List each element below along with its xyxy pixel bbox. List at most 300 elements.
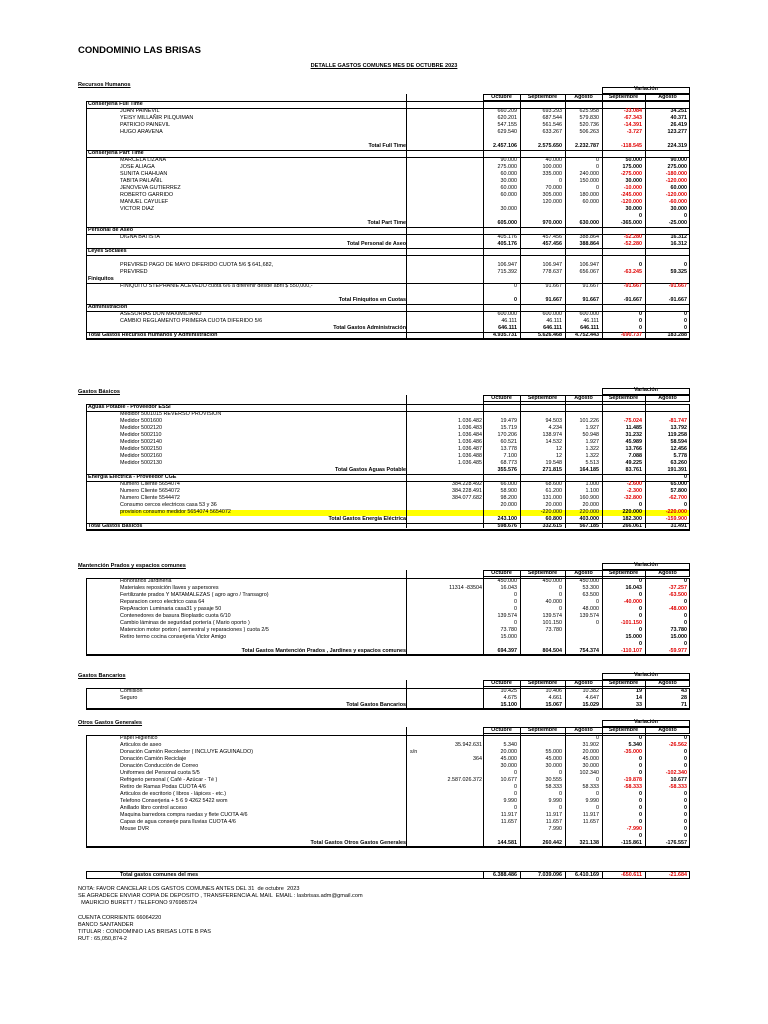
row-rule xyxy=(86,339,690,340)
column-divider xyxy=(406,395,407,528)
variation-agosto: -220.000 xyxy=(665,509,687,515)
column-divider xyxy=(520,395,521,528)
amount-ago: 30.000 xyxy=(582,763,599,769)
variation-septiembre: 30.000 xyxy=(625,206,642,212)
grand-total-sep: 7.039.096 xyxy=(538,871,562,878)
variation-agosto: -25.000 xyxy=(668,220,687,226)
variation-septiembre: 49.225 xyxy=(625,460,642,466)
note-line: CUENTA CORRIENTE 66064220 xyxy=(78,914,162,921)
amount-sep: 11.657 xyxy=(545,819,562,825)
variation-agosto: -91.667 xyxy=(668,297,687,303)
subtotal-label: Total Gastos Aguas Potable xyxy=(335,467,406,473)
variation-agosto: 275.000 xyxy=(667,164,687,170)
line-item-label: Fertilizante prados Y MATAMALEZAS ( agro agro / Transagro) xyxy=(120,592,269,598)
subtotal-label: Total Part Time xyxy=(367,220,406,226)
variation-agosto: -176.557 xyxy=(665,840,687,846)
line-item-label: Matencion motor porton ( semestral y reparaciones ) cuota 2/5 xyxy=(120,627,269,633)
variation-septiembre: -101.150 xyxy=(620,620,642,626)
reference-number: 1.036.483 xyxy=(458,425,482,431)
note-line: TITULAR : CONDOMINIO LAS BRISAS LOTE B PAS xyxy=(78,929,211,936)
variation-septiembre: 182.300 xyxy=(622,516,642,522)
variation-septiembre: 33 xyxy=(636,702,642,708)
amount-ago: 11.917 xyxy=(582,812,599,818)
column-divider xyxy=(483,680,484,708)
variation-septiembre: -245.000 xyxy=(620,192,642,198)
amount-sep: 45.000 xyxy=(545,756,562,762)
line-item-label: Uniformes del Personal cuota 5/5 xyxy=(120,770,200,776)
amount-sep: 12 xyxy=(556,446,562,452)
variation-agosto: 0 xyxy=(684,620,687,626)
amount-oct: 0 xyxy=(514,606,517,612)
variation-agosto: 191.391 xyxy=(667,467,687,473)
amount-sep: 14.532 xyxy=(545,439,562,445)
column-divider xyxy=(406,727,407,846)
line-item-label: ASESORIAS DON MAXIMILIANO xyxy=(120,311,202,317)
column-header-octubre: Octubre xyxy=(491,727,512,733)
amount-ago: 1.000 xyxy=(585,481,599,487)
amount-sep: 778.637 xyxy=(542,269,562,275)
amount-sep: 4.234 xyxy=(548,425,562,431)
amount-ago: 5.513 xyxy=(585,460,599,466)
column-divider xyxy=(565,395,566,528)
line-item-label: JOSE ALIAGA xyxy=(120,164,155,170)
variation-septiembre: -52.280 xyxy=(623,241,642,247)
amount-oct: 9.990 xyxy=(503,798,517,804)
column-divider xyxy=(406,680,407,708)
amount-sep: 131.000 xyxy=(542,495,562,501)
column-divider xyxy=(645,94,646,339)
variation-septiembre: -7.990 xyxy=(626,826,642,832)
amount-oct: 600.000 xyxy=(497,311,517,317)
variation-agosto: 31.491 xyxy=(670,523,687,529)
subtotal-label: Total Gastos Otros Gastos Generales xyxy=(310,840,406,846)
amount-sep: 335.000 xyxy=(542,171,562,177)
variation-agosto: 30.000 xyxy=(670,206,687,212)
variation-agosto: 0 xyxy=(684,613,687,619)
column-header-var_sep: Septiembre xyxy=(608,570,639,576)
variation-agosto: 0 xyxy=(684,311,687,317)
variation-agosto: -59.977 xyxy=(668,648,687,654)
column-header-var_sep: Septiembre xyxy=(608,680,639,686)
reference-number: 11314 -83504 xyxy=(449,585,482,591)
variation-septiembre: 0 xyxy=(639,756,642,762)
variation-septiembre: 0 xyxy=(639,770,642,776)
amount-ago: 102.340 xyxy=(579,770,599,776)
amount-sep: 260.442 xyxy=(542,840,562,846)
amount-oct: 90.000 xyxy=(500,157,517,163)
variation-agosto: 16.312 xyxy=(670,241,687,247)
line-item-label: MARCELA LIZANA xyxy=(120,157,167,163)
amount-ago: 630.000 xyxy=(579,220,599,226)
amount-sep: 633.267 xyxy=(542,129,562,135)
amount-sep: 0 xyxy=(559,585,562,591)
grand-total-label: Total gastos comunes del mes xyxy=(120,871,199,878)
variation-septiembre: 0 xyxy=(639,311,642,317)
column-divider xyxy=(406,94,407,339)
amount-ago: 31.902 xyxy=(582,742,599,748)
column-divider xyxy=(645,871,646,879)
subtotal-label: Total Gastos Administración xyxy=(333,325,406,331)
subtotal-label: Total Gastos Mantención Prados , Jardines y espacios comunes xyxy=(241,648,406,654)
amount-sep: 600.000 xyxy=(542,311,562,317)
line-item-label: Numero Cliente 5544472 xyxy=(120,495,180,501)
variation-agosto: 58.594 xyxy=(670,439,687,445)
column-header-octubre: Octubre xyxy=(491,395,512,401)
variation-septiembre: 83.761 xyxy=(625,467,642,473)
column-divider xyxy=(645,727,646,846)
variation-agosto: 0 xyxy=(684,756,687,762)
amount-oct: 139.574 xyxy=(497,613,517,619)
amount-oct: 5.340 xyxy=(503,742,517,748)
amount-sep: 646.111 xyxy=(543,325,562,331)
variation-septiembre: 31.232 xyxy=(625,432,642,438)
mantencion-variacion-border xyxy=(602,563,690,570)
amount-oct: 11.917 xyxy=(500,812,517,818)
variation-septiembre: -690.737 xyxy=(620,332,642,338)
line-item-label: Medidor 5002130 xyxy=(120,460,162,466)
subtotal-label: Total Personal de Aseo xyxy=(346,241,406,247)
amount-ago: 2.232.787 xyxy=(575,143,599,149)
variation-septiembre: 0 xyxy=(639,262,642,268)
amount-sep: 20.000 xyxy=(545,502,562,508)
column-header-var_ago: Agosto xyxy=(658,395,677,401)
basicos-header-border xyxy=(483,395,690,402)
reference-number: 1.036.487 xyxy=(458,446,482,452)
column-divider xyxy=(565,94,566,339)
line-item-label: ROBERTO GARRIDO xyxy=(120,192,174,198)
mantencion-header-border xyxy=(483,570,690,577)
amount-sep: 94.503 xyxy=(545,418,562,424)
amount-ago: 388.864 xyxy=(579,241,599,247)
amount-ago: 403.000 xyxy=(579,516,599,522)
rrhh-section-title: Recursos Humanos xyxy=(78,82,131,88)
variation-agosto: 15.000 xyxy=(670,634,687,640)
amount-ago: 0 xyxy=(596,777,599,783)
group-label: Personal de Aseo xyxy=(88,227,134,233)
variation-septiembre: 0 xyxy=(639,613,642,619)
line-item-label: Mouse DVR xyxy=(120,826,150,832)
amount-sep: 40.000 xyxy=(545,599,562,605)
group-label: Leyes Sociales xyxy=(88,248,127,254)
amount-sep: 9.990 xyxy=(548,798,562,804)
amount-ago: 4.647 xyxy=(585,695,599,701)
variation-septiembre: 266.061 xyxy=(622,523,642,529)
amount-sep: 30.000 xyxy=(545,763,562,769)
line-item-label: Capas de agua conserje para lluvias CUOTA 4/6 xyxy=(120,819,236,825)
amount-sep: 0 xyxy=(559,805,562,811)
variation-septiembre: 0 xyxy=(639,627,642,633)
amount-oct: 547.155 xyxy=(497,122,517,128)
bancarios-header-border xyxy=(483,680,690,687)
amount-oct: 68.773 xyxy=(500,460,517,466)
column-divider xyxy=(565,727,566,846)
amount-ago: 20.000 xyxy=(582,502,599,508)
variation-agosto: 0 xyxy=(684,812,687,818)
amount-ago: 220.000 xyxy=(579,509,599,515)
column-divider xyxy=(602,871,603,879)
line-item-label: PATRICIO PAINEVIL xyxy=(120,122,171,128)
line-item-label: Retiro de Ramas Podas CUOTA 4/6 xyxy=(120,784,206,790)
variation-septiembre: 19 xyxy=(636,688,642,694)
amount-sep: 30.555 xyxy=(545,777,562,783)
column-divider xyxy=(565,871,566,879)
amount-oct: 19.479 xyxy=(500,418,517,424)
condominium-title: CONDOMINIO LAS BRISAS xyxy=(78,45,201,56)
amount-ago: 0 xyxy=(596,157,599,163)
amount-ago: 9.990 xyxy=(585,798,599,804)
variation-septiembre: 0 xyxy=(639,213,642,219)
variation-agosto: 26.419 xyxy=(670,122,687,128)
variation-septiembre: 0 xyxy=(639,502,642,508)
variation-septiembre: -91.667 xyxy=(623,297,642,303)
variation-agosto: -159.900 xyxy=(665,516,687,522)
amount-ago: 600.000 xyxy=(579,311,599,317)
column-header-septiembre: Septiembre xyxy=(527,395,558,401)
group-label: Energía Eléctrica - Proveedor CGE xyxy=(88,474,177,480)
note-line: NOTA: FAVOR CANCELAR LOS GASTOS COMUNES ANTES DEL 31 de octubre 2023 xyxy=(78,886,300,892)
amount-oct: 0 xyxy=(514,784,517,790)
amount-ago: 139.574 xyxy=(579,613,599,619)
amount-sep: 0 xyxy=(559,592,562,598)
variation-agosto: 60.000 xyxy=(670,185,687,191)
amount-oct: 0 xyxy=(514,283,517,289)
variation-septiembre: -3.727 xyxy=(626,129,642,135)
rrhh-header-border xyxy=(483,94,690,101)
variation-septiembre: 14 xyxy=(636,695,642,701)
amount-sep: 61.200 xyxy=(545,488,562,494)
amount-oct: 0 xyxy=(514,592,517,598)
variation-agosto: -58.333 xyxy=(668,784,687,790)
column-divider xyxy=(645,395,646,528)
amount-oct: 605.000 xyxy=(497,220,517,226)
column-divider xyxy=(645,570,646,654)
amount-oct: 144.581 xyxy=(497,840,517,846)
variation-septiembre: -19.878 xyxy=(623,777,642,783)
amount-sep: 70.000 xyxy=(545,185,562,191)
amount-oct: 15.100 xyxy=(500,702,517,708)
variation-agosto: -180.000 xyxy=(665,171,687,177)
variation-septiembre: -91.667 xyxy=(623,283,642,289)
note-line xyxy=(78,908,363,915)
amount-oct: 7.100 xyxy=(503,453,517,459)
line-item-label: Maquina barredora compra ruedas y flete CUOTA 4/6 xyxy=(120,812,248,818)
amount-sep: 305.000 xyxy=(542,192,562,198)
variation-septiembre: 45.989 xyxy=(625,439,642,445)
line-item-label: Articulos de aseo xyxy=(120,742,162,748)
amount-oct: 98.200 xyxy=(500,495,517,501)
column-divider xyxy=(602,570,603,654)
amount-oct: 30.000 xyxy=(500,206,517,212)
variation-septiembre: -63.245 xyxy=(623,269,642,275)
variation-septiembre: 15.000 xyxy=(625,634,642,640)
variation-septiembre: 0 xyxy=(639,606,642,612)
amount-ago: 1.927 xyxy=(585,439,599,445)
reference-number: 1.036.488 xyxy=(458,453,482,459)
column-header-octubre: Octubre xyxy=(491,680,512,686)
row-rule xyxy=(86,847,690,848)
amount-ago: 160.900 xyxy=(579,495,599,501)
amount-ago: 10.382 xyxy=(582,688,599,694)
amount-ago: 506.263 xyxy=(579,129,599,135)
amount-sep: 457.456 xyxy=(542,241,562,247)
variation-septiembre: 0 xyxy=(639,791,642,797)
line-item-label: Materiales reposición llaves y aspersores xyxy=(120,585,219,591)
amount-ago: 91.667 xyxy=(582,283,599,289)
amount-sep: 687.544 xyxy=(542,115,562,121)
report-subtitle: DETALLE GASTOS COMUNES MES DE OCTUBRE 2023 xyxy=(310,63,458,69)
variation-agosto: 0 xyxy=(684,819,687,825)
variation-septiembre: -2.300 xyxy=(626,488,642,494)
variation-septiembre: 0 xyxy=(639,318,642,324)
column-divider xyxy=(483,570,484,654)
variation-agosto: -48.000 xyxy=(668,606,687,612)
amount-oct: 4.935.731 xyxy=(493,332,517,338)
variation-septiembre: 5.340 xyxy=(628,742,642,748)
variation-agosto: 34.251 xyxy=(670,108,687,114)
amount-ago: 0 xyxy=(596,599,599,605)
group-label: Total Gastos Recursos Humanos y Administración xyxy=(88,332,218,338)
amount-ago: 1.927 xyxy=(585,425,599,431)
variation-agosto: 0 xyxy=(684,826,687,832)
amount-sep: 46.111 xyxy=(546,318,562,324)
otros-table-border xyxy=(86,735,690,847)
amount-sep: 457.456 xyxy=(542,234,562,240)
variation-septiembre: -40.000 xyxy=(623,599,642,605)
variation-agosto: -102.340 xyxy=(665,770,687,776)
group-label: Conserjeria Full Time xyxy=(88,101,143,107)
column-divider xyxy=(565,570,566,654)
amount-ago: 656.067 xyxy=(579,269,599,275)
line-item-label: Reparacion cerco electrico casa 64 xyxy=(120,599,205,605)
variation-septiembre: 0 xyxy=(639,763,642,769)
amount-ago: 388.864 xyxy=(579,234,599,240)
reference-number: 1.036.482 xyxy=(458,418,482,424)
grand-total-ago: 6.410.169 xyxy=(575,871,599,878)
amount-oct: 15.719 xyxy=(500,425,517,431)
line-item-label: Donación Conducción de Correo xyxy=(120,763,199,769)
reference-number: 384.077.682 xyxy=(452,495,482,501)
line-item-label: SUNITA CHAHUAN xyxy=(120,171,168,177)
variation-septiembre: -75.024 xyxy=(623,418,642,424)
variation-septiembre: -120.000 xyxy=(620,199,642,205)
amount-sep: -220.000 xyxy=(540,509,562,515)
variation-septiembre: -14.391 xyxy=(623,122,642,128)
line-item-label: DIGNA BATISTA xyxy=(120,234,160,240)
variation-septiembre: -115.861 xyxy=(621,840,642,846)
amount-ago: 450.000 xyxy=(579,578,599,584)
amount-ago: 0 xyxy=(596,791,599,797)
amount-oct: 620.201 xyxy=(497,115,517,121)
variation-agosto: 119.258 xyxy=(667,432,687,438)
amount-sep: 4.661 xyxy=(548,695,562,701)
amount-oct: 2.457.106 xyxy=(493,143,517,149)
line-item-label: TABITA PAILAÑIL xyxy=(120,178,163,184)
line-item-label: Medidor 5002110 xyxy=(120,432,162,438)
amount-oct: 10.677 xyxy=(500,777,517,783)
variation-septiembre: -67.343 xyxy=(623,115,642,121)
note-line: BANCO SANTANDER xyxy=(78,922,134,929)
amount-ago: 579.830 xyxy=(579,115,599,121)
amount-oct: 0 xyxy=(514,805,517,811)
amount-oct: 30.000 xyxy=(500,178,517,184)
variation-agosto: 183.288 xyxy=(667,332,687,338)
amount-sep: 7.990 xyxy=(548,826,562,832)
variation-agosto: 224.319 xyxy=(667,143,687,149)
line-item-label: Donación Camión Recolector ( INCLUYE AGUINALDO) xyxy=(120,749,254,755)
amount-oct: 170.206 xyxy=(497,432,517,438)
amount-ago: 4.752.443 xyxy=(575,332,599,338)
line-item-label: Comisión xyxy=(120,688,143,694)
variation-septiembre: -110.107 xyxy=(621,648,642,654)
column-header-var_sep: Septiembre xyxy=(608,395,639,401)
line-item-label: Medidor 5002120 xyxy=(120,425,162,431)
variation-agosto: 13.792 xyxy=(670,425,687,431)
column-divider xyxy=(602,680,603,708)
variation-agosto: -60.000 xyxy=(668,199,687,205)
otros-variacion-border xyxy=(602,720,690,727)
mantencion-variacion-header: Variación xyxy=(634,562,658,568)
line-item-label: FINIQUITO STEPHANIE ACEVEDO cuota 6/6 a diferenir desde abril $ 550,000,- xyxy=(120,283,313,289)
group-label: Conserjeria Part Time xyxy=(88,150,144,156)
line-item-label: Medidor 5001015 REVERSO PROVISION xyxy=(120,411,222,417)
line-item-label: HUGO ARAVENA xyxy=(120,129,163,135)
variation-agosto: 73.780 xyxy=(670,627,687,633)
variation-agosto: 71 xyxy=(681,702,687,708)
variation-agosto: 16.312 xyxy=(670,234,687,240)
column-divider xyxy=(406,570,407,654)
amount-sep: 5.626.468 xyxy=(538,332,562,338)
variation-septiembre: -118.545 xyxy=(621,143,642,149)
variation-septiembre: 0 xyxy=(639,735,642,741)
basicos-table-border xyxy=(86,404,690,530)
amount-ago: 1.100 xyxy=(585,488,599,494)
variation-septiembre: 0 xyxy=(639,812,642,818)
amount-ago: 20.000 xyxy=(582,749,599,755)
amount-ago: 0 xyxy=(596,735,599,741)
amount-ago: 646.111 xyxy=(580,325,599,331)
variation-agosto: 0 xyxy=(684,763,687,769)
amount-oct: 58.900 xyxy=(500,488,517,494)
basicos-section-title: Gastos Básicos xyxy=(78,389,120,395)
amount-sep: 332.615 xyxy=(542,523,562,529)
otros-header-border xyxy=(483,727,690,734)
line-item-label: Medidor 5002150 xyxy=(120,446,162,452)
amount-ago: 53.300 xyxy=(582,585,599,591)
row-rule xyxy=(86,655,690,656)
amount-sep: 68.600 xyxy=(545,481,562,487)
basicos-variacion-border xyxy=(602,388,690,395)
amount-ago: 567.185 xyxy=(579,523,599,529)
amount-sep: 804.504 xyxy=(542,648,562,654)
amount-oct: 11.657 xyxy=(500,819,517,825)
amount-ago: 0 xyxy=(596,805,599,811)
variation-septiembre: -32.800 xyxy=(623,495,642,501)
variation-agosto: -91.667 xyxy=(668,283,687,289)
amount-ago: 101.226 xyxy=(579,418,599,424)
line-item-label: Medidor 5002140 xyxy=(120,439,162,445)
amount-ago: 180.000 xyxy=(579,192,599,198)
amount-sep: 12 xyxy=(556,453,562,459)
grand-total-variation-septiembre: -650.611 xyxy=(621,871,642,878)
variation-agosto: 0 xyxy=(684,833,687,839)
amount-sep: 58.333 xyxy=(545,784,562,790)
column-header-var_ago: Agosto xyxy=(658,570,677,576)
line-item-label: PREVIRED xyxy=(120,269,148,275)
column-header-agosto: Agosto xyxy=(574,94,593,100)
column-divider xyxy=(483,871,484,879)
row-rule xyxy=(86,709,690,710)
line-item-label: Seguro xyxy=(120,695,138,701)
